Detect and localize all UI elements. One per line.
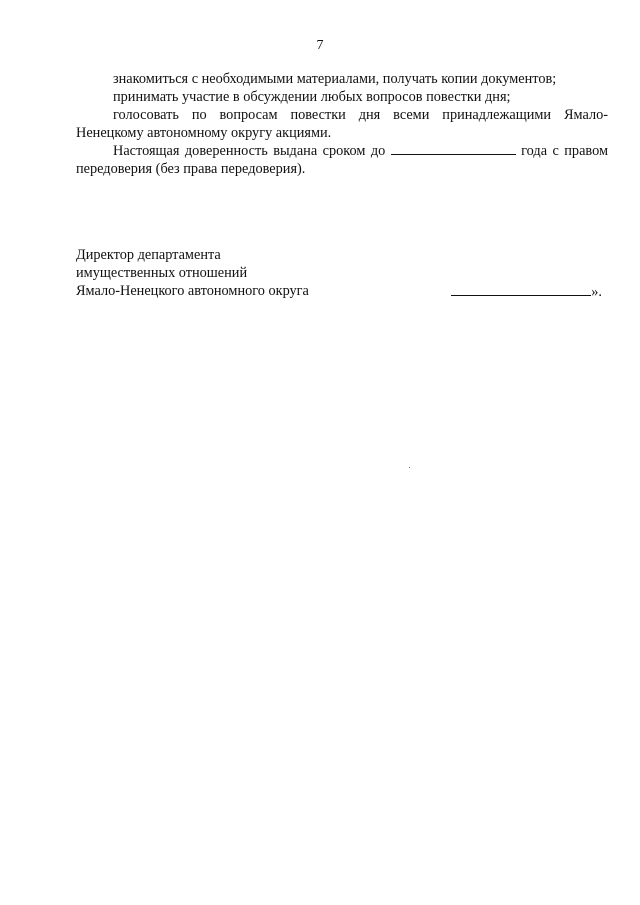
signatory-row (76, 282, 608, 300)
signature-closing: ». (591, 284, 602, 300)
document-body (76, 70, 608, 178)
signatory-title-line2: имущественных отношений (76, 265, 248, 281)
date-blank-line (391, 142, 516, 155)
signatory-title-line1: Директор департамента (76, 247, 221, 263)
scan-speck (409, 467, 410, 468)
paragraph-vote: голосовать по вопросам повестки дня всеми принадлежащими Ямало-Ненецкому автономному округу акциями. (76, 107, 608, 141)
signature-block (76, 246, 608, 300)
page-number: 7 (316, 38, 324, 53)
paragraph-validity (76, 142, 608, 178)
paragraph-familiarize: знакомиться с необходимыми материалами, получать копии документов; (113, 71, 557, 87)
signature-blank-line (451, 282, 591, 296)
paragraph-participate: принимать участие в обсуждении любых вопросов повестки дня; (113, 89, 511, 105)
signature-field (451, 282, 602, 301)
validity-text-before: Настоящая доверенность выдана сроком до (113, 143, 386, 159)
signatory-title-line3: Ямало-Ненецкого автономного округа (76, 283, 309, 299)
validity-text-after: года с правом передоверия (без права передоверия). (76, 143, 608, 177)
